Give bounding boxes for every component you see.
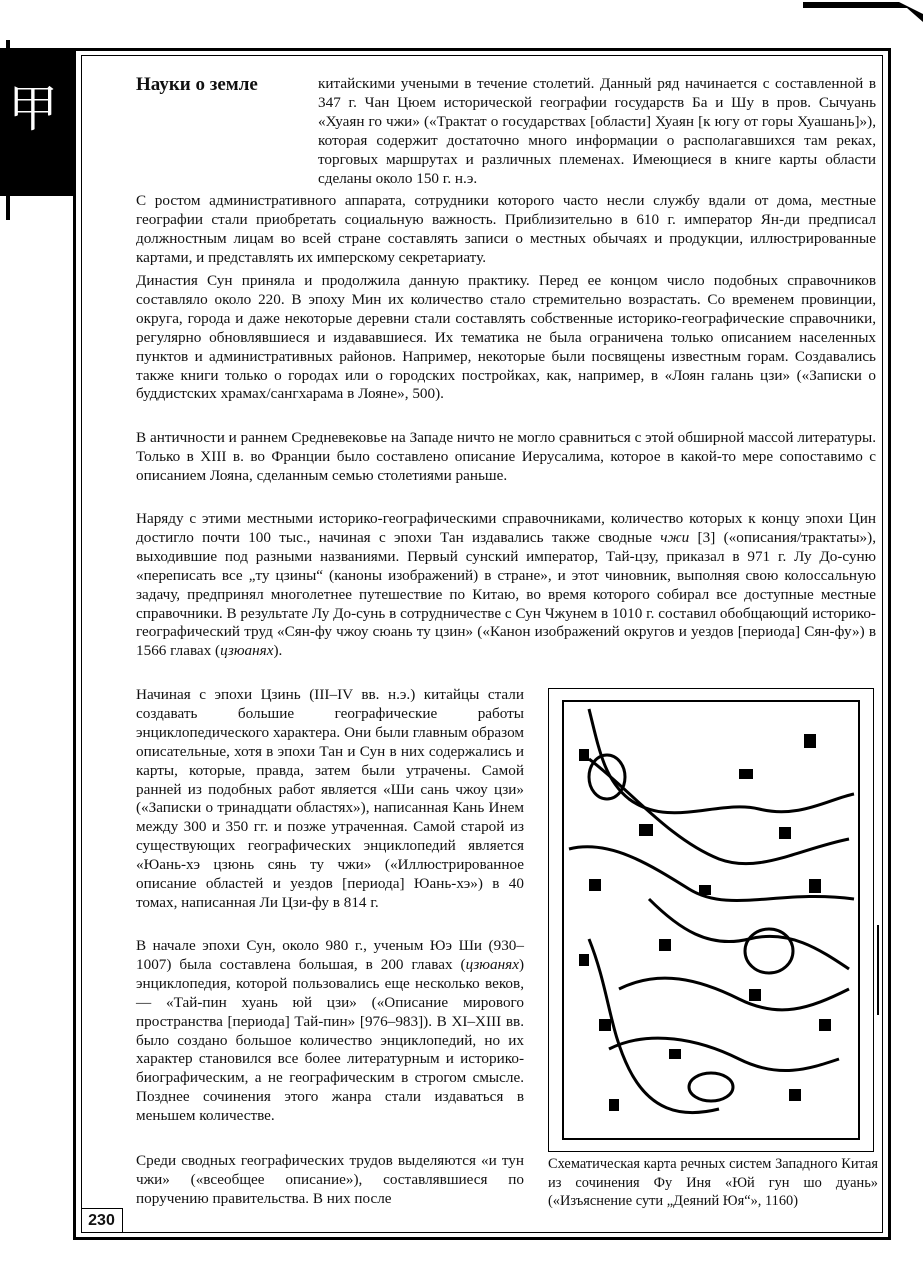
chapter-tab — [0, 48, 76, 196]
paragraph-4: Наряду с этими местными историко-географическими справочниками, количество которых к концу эпохи Цин достигло почти 100 тыс., начиная с эпохи Тан издавались также сводные чжи [3] («описания/трактаты»), выходившие под разными названиями. Первый сунский император, Тай-цзу, приказал в 971 г. Лу До-суню «переписать все „ту цзины“ (каноны изображений) в стране», и этот чиновник, выполняя свою колоссальную задачу, предпринял многолетнее путешествие по Китаю, во время которого собирал все доступные местные справочники. В результате Лу До-сунь в сотрудничестве с Сун Чжунем в 1010 г. составил обобщающий историко-географический труд «Сян-фу чжоу сюань ту цзин» («Канон изображений округов и уездов [периода] Сян-фу») в 1566 главах (цзюанях). — [136, 510, 876, 660]
chapter-glyph: 甲 — [8, 80, 58, 138]
river-map-figure — [548, 688, 874, 1152]
paragraph-7: Среди сводных географических трудов выделяются «и тун чжи» («всеобщее описание»), составлявшиеся по поручению правительства. В них после — [136, 1152, 524, 1207]
paragraph-1: С ростом административного аппарата, сотрудники которого часто несли службу вдали от дома, местные географии стали приобретать социальную важность. Приблизительно в 610 г. император Ян-ди предписал должностным лицам во всей стране составлять записи о местных обычаях и продукции, иллюстрированные картами, и представлять их имперскому секретариату. — [136, 192, 876, 266]
paragraph-2: Династия Сун приняла и продолжила данную практику. Перед ее концом число подобных справочников составляло около 220. В эпоху Мин их количество стало стремительно возрастать. Со временем провинции, округа, города и даже некоторые деревни стали составлять собственные историко-географические справочники, регулярно обновлявшиеся и издававшиеся. Их тематика не была ограничена только описанием населенных пунктов и административных районов. Например, некоторые были посвящены известным горам. Создавались также книги только о городах или о городских постройках, как, например, в «Лоян галань цзи» («Записки о буддистских храмах/сангхарама в Лояне», 500). — [136, 272, 876, 403]
section-title: Науки о земле — [136, 74, 258, 95]
corner-decoration — [803, 0, 923, 22]
paragraph-6: В начале эпохи Сун, около 980 г., ученым Юэ Ши (930–1007) была составлена большая, в 200 главах (цзюанях) энциклопедия, которой пользовались еще несколько веков, — «Тай-пин хуань юй цзи» («Описание мирового пространства [периода] Тай-пин» [976–983]). В XI–XIII вв. было создано большое количество энциклопедий, но их характер становился все более литературным и историко-биографическим, а не географическим в строгом смысле. Позднее сочинения этого жанра стали издаваться в меньшем количестве. — [136, 937, 524, 1125]
figure-edge-mark — [877, 925, 887, 1015]
river-map-illustration — [549, 689, 873, 1151]
figure-caption: Схематическая карта речных систем Западного Китая из сочинения Фу Иня «Юй гун шо дуань» («Изъяснение сути „Деяний Юя“», 1160) — [548, 1156, 878, 1210]
paragraph-5: Начиная с эпохи Цзинь (III–IV вв. н.э.) китайцы стали создавать большие географические работы энциклопедического характера. Они были главным образом описательные, хотя в эпохи Тан и Сун в них содержались и карты, которые, правда, затем были утрачены. Самой ранней из подобных работ является «Ши сань чжоу цзи» («Записки о тринадцати областях»), написанная Кань Инем между 300 и 350 гг. и позже утраченная. Самой старой из существующих географических энциклопедий является «Юань-хэ цзюнь сянь ту чжи» («Иллюстрированное описание областей и уездов [периода] Юань-хэ») в 40 томах, написанная Ли Цзи-фу в 814 г. — [136, 686, 524, 911]
page-number: 230 — [81, 1208, 123, 1233]
paragraph-intro: китайскими учеными в течение столетий. Данный ряд начинается с составленной в 347 г. Чан Цюем исторической географии государств Ба и Шу в пров. Сычуань «Хуаян го чжи» («Трактат о государствах [области] Хуаян [к югу от горы Хуашань]»), которая содержит достаточно много информации о располагавшихся там реках, торговых маршрутах и различных племенах. Имеющиеся в книге карты области сделаны около 150 г. н.э. — [318, 75, 876, 187]
paragraph-3: В античности и раннем Средневековье на Западе ничто не могло сравниться с этой обширной массой литературы. Только в XIII в. во Франции было составлено описание Иерусалима, которое в какой-то мере сопоставимо с описанием Лояна, сделанным семью столетиями раньше. — [136, 429, 876, 484]
